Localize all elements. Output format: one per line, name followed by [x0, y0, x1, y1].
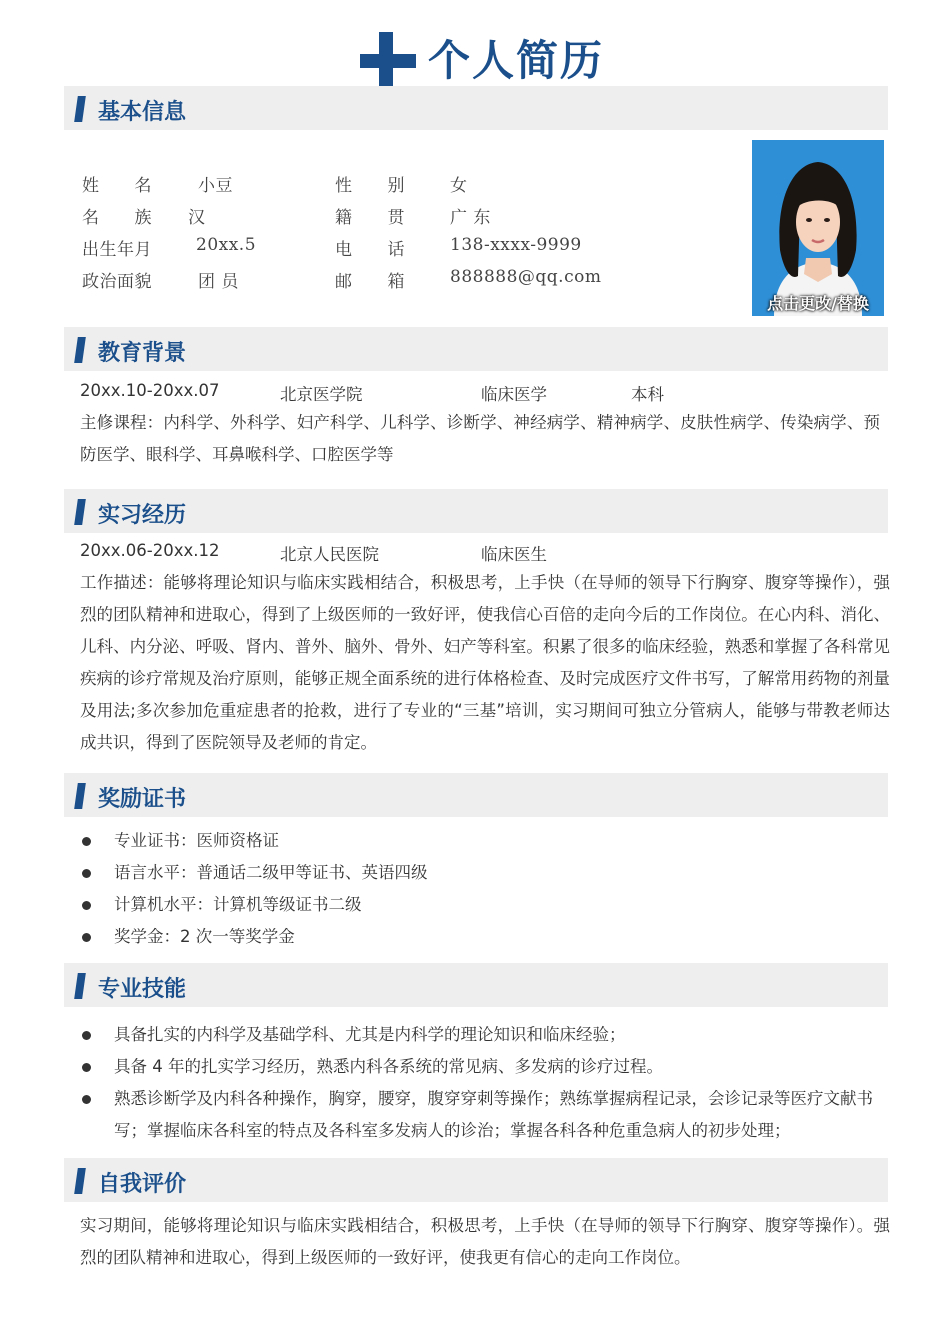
section-title-awards: 奖励证书 [98, 787, 187, 812]
section-marker-icon [74, 96, 86, 122]
skill-text: 具备 4 年的扎实学习经历，熟悉内科各系统的常见病、多发病的诊疗过程。 [114, 1057, 663, 1076]
portrait-icon [752, 140, 884, 316]
list-item [80, 921, 880, 953]
internship-hospital: 北京人民医院 [280, 545, 379, 564]
bullet-icon [82, 869, 91, 878]
skill-text: 熟悉诊断学及内科各种操作，胸穿，腰穿，腹穿穿刺等操作；熟练掌握病程记录，会诊记录等医疗文献书写；掌握临床各科室的特点及各科室多发病人的诊治；掌握各科各种危重急病人的初步处理； [114, 1089, 873, 1140]
name-value: 小豆 [198, 176, 233, 196]
birth-label: 出生年月 [82, 240, 152, 260]
political-label: 政治面貌 [82, 272, 152, 292]
ethnicity-label: 名 族 [82, 208, 152, 228]
section-title-skills: 专业技能 [98, 977, 187, 1002]
native-label: 籍 贯 [335, 208, 405, 228]
skill-text: 具备扎实的内科学及基础学科、尤其是内科学的理论知识和临床经验； [114, 1025, 626, 1044]
education-courses: 主修课程：内科学、外科学、妇产科学、儿科学、诊断学、神经病学、精神病学、皮肤性病学、传染病学、预防医学、眼科学、耳鼻喉科学、口腔医学等 [80, 413, 880, 464]
bullet-icon [82, 1095, 91, 1104]
email-value: 888888@qq.com [450, 267, 602, 287]
phone-value: 138-xxxx-9999 [450, 235, 582, 255]
political-value: 团 员 [198, 272, 239, 292]
internship-position: 临床医生 [481, 545, 547, 564]
native-value: 广 东 [450, 208, 491, 228]
award-text: 奖学金：2 次一等奖学金 [114, 927, 295, 946]
section-header-basic [64, 86, 888, 130]
section-header-education [64, 327, 888, 371]
list-item [80, 1083, 880, 1147]
education-school: 北京医学院 [280, 385, 363, 404]
photo-caption[interactable]: 点击更改/替换 [767, 294, 869, 313]
bullet-icon [82, 1031, 91, 1040]
list-item [80, 825, 880, 857]
list-item [80, 1051, 880, 1083]
section-marker-icon [74, 973, 86, 999]
list-item [80, 857, 880, 889]
page-title: 个人简历 [428, 36, 605, 85]
phone-label: 电 话 [335, 240, 405, 260]
section-title-internship: 实习经历 [98, 503, 187, 528]
bullet-icon [82, 1063, 91, 1072]
section-header-internship [64, 489, 888, 533]
section-header-skills [64, 963, 888, 1007]
section-marker-icon [74, 1168, 86, 1194]
section-header-self [64, 1158, 888, 1202]
bullet-icon [82, 901, 91, 910]
birth-value: 20xx.5 [196, 235, 257, 255]
ethnicity-value: 汉 [188, 208, 206, 228]
name-label: 姓 名 [82, 176, 152, 196]
skills-list [80, 1019, 880, 1147]
gender-label: 性 别 [335, 176, 405, 196]
internship-description: 工作描述：能够将理论知识与临床实践相结合，积极思考，上手快（在导师的领导下行胸穿、腹穿等操作），强烈的团队精神和进取心，得到了上级医师的一致好评，使我信心百倍的走向今后的工作岗位。在心内科、消化、儿科、内分泌、呼吸、肾内、普外、脑外、骨外、妇产等科室。积累了很多的临床经验，熟悉和掌握了各科常见疾病的诊疗常规及治疗原则，能够正规全面系统的进行体格检查、及时完成医疗文件书写，了解常用药物的剂量及用法;多次参加危重症患者的抢救，进行了专业的“三基”培训，实习期间可独立分管病人，能够与带教老师达成共识，得到了医院领导及老师的肯定。 [80, 573, 890, 752]
award-text: 计算机水平：计算机等级证书二级 [114, 895, 362, 914]
list-item [80, 1019, 880, 1051]
gender-value: 女 [450, 176, 468, 196]
award-text: 专业证书：医师资格证 [114, 831, 279, 850]
education-degree: 本科 [631, 385, 664, 404]
section-marker-icon [74, 783, 86, 809]
profile-photo[interactable] [752, 140, 884, 316]
award-text: 语言水平：普通话二级甲等证书、英语四级 [114, 863, 428, 882]
bullet-icon [82, 837, 91, 846]
list-item [80, 889, 880, 921]
section-header-awards [64, 773, 888, 817]
internship-period: 20xx.06-20xx.12 [80, 541, 220, 560]
education-period: 20xx.10-20xx.07 [80, 381, 220, 400]
self-evaluation-text: 实习期间，能够将理论知识与临床实践相结合，积极思考，上手快（在导师的领导下行胸穿、腹穿等操作）。强烈的团队精神和进取心，得到上级医师的一致好评，使我更有信心的走向工作岗位。 [80, 1216, 890, 1267]
resume-header [0, 14, 950, 84]
plus-icon-bar [360, 54, 416, 68]
section-marker-icon [74, 337, 86, 363]
section-marker-icon [74, 499, 86, 525]
awards-list [80, 825, 880, 953]
bullet-icon [82, 933, 91, 942]
education-major: 临床医学 [481, 385, 547, 404]
section-title-education: 教育背景 [98, 341, 187, 366]
email-label: 邮 箱 [335, 272, 405, 292]
section-title-basic: 基本信息 [98, 100, 187, 125]
section-title-self: 自我评价 [98, 1172, 187, 1197]
